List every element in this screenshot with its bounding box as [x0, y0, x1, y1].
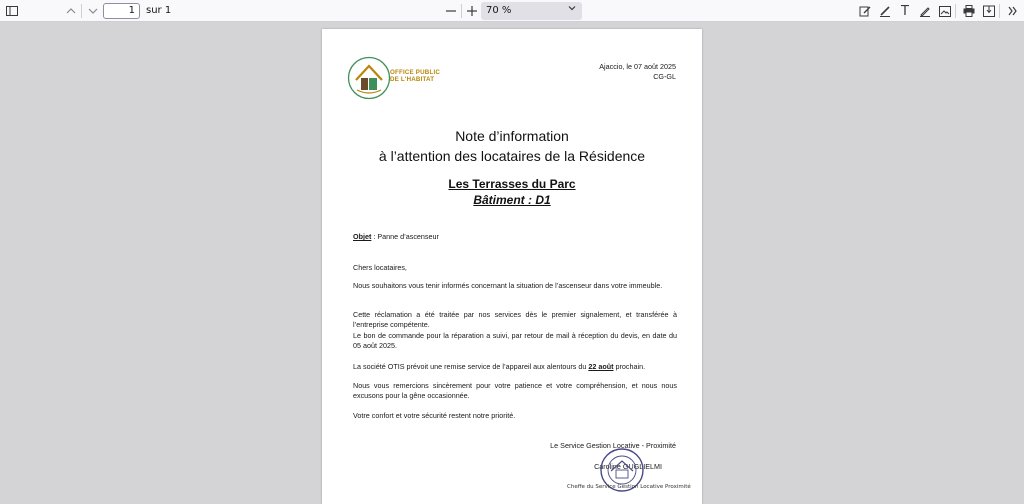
- toolbar-divider: [999, 4, 1000, 18]
- next-page-icon[interactable]: [85, 0, 101, 22]
- draw-icon[interactable]: [917, 0, 933, 22]
- paragraph-6: Votre confort et votre sécurité restent notre priorité.: [353, 411, 516, 420]
- paragraph-2: Cette réclamation a été traitée par nos services dès le premier signalement, et transférée à l’entreprise compétente.: [353, 310, 677, 330]
- page-title: Note d’information: [455, 128, 569, 144]
- logo-line-1: OFFICE PUBLIC: [390, 69, 441, 76]
- signature-service: Le Service Gestion Locative - Proximité: [550, 441, 676, 450]
- date-block: [599, 62, 676, 82]
- page-count-label: sur 1: [146, 5, 172, 16]
- building-name: Bâtiment : D1: [473, 193, 551, 207]
- signature-name: Caroline GUGLIELMI: [594, 462, 662, 471]
- paragraph-4-text: La société OTIS prévoit une remise service de l’appareil aux alentours du: [353, 362, 589, 371]
- residence-name: Les Terrasses du Parc: [448, 177, 576, 191]
- zoom-value: 70 %: [486, 5, 512, 16]
- signature-role: Cheffe du Service Gestion Locative Proximité: [567, 484, 691, 490]
- toolbar-divider: [461, 4, 462, 18]
- objet-line: [353, 232, 677, 242]
- objet-text: : Panne d’ascenseur: [371, 232, 439, 241]
- zoom-select[interactable]: [481, 2, 582, 20]
- paragraph-4-date: 22 août: [588, 362, 614, 371]
- more-tools-icon[interactable]: [1005, 0, 1021, 22]
- page-subtitle: à l’attention des locataires de la Résidence: [378, 148, 646, 164]
- save-icon[interactable]: [981, 0, 997, 22]
- paragraph-1: Nous souhaitons vous tenir informés concernant la situation de l’ascenseur dans votre immeuble.: [353, 281, 663, 290]
- toolbar-divider: [81, 4, 82, 18]
- paragraph-4-end: prochain.: [613, 362, 646, 371]
- zoom-out-icon[interactable]: [443, 0, 459, 22]
- logo-text: [390, 70, 440, 83]
- print-icon[interactable]: [961, 0, 977, 22]
- paragraph-3: Le bon de commande pour la réparation a suivi, par retour de mail à réception du devis, en date du 05 août 2025.: [353, 331, 677, 351]
- previous-page-icon[interactable]: [63, 0, 79, 22]
- pdf-toolbar: [0, 0, 1024, 22]
- highlight-icon[interactable]: [857, 0, 873, 22]
- highlight-pen-icon[interactable]: [877, 0, 893, 22]
- office-habitat-logo: [347, 56, 391, 100]
- objet-label: Objet: [353, 232, 372, 241]
- image-icon[interactable]: [937, 0, 953, 22]
- page-number-input[interactable]: 1: [103, 3, 140, 19]
- sidebar-icon[interactable]: [3, 0, 21, 22]
- document-reference: CG-GL: [653, 72, 676, 81]
- toolbar-divider: [955, 4, 956, 18]
- chevron-down-icon: [568, 4, 576, 15]
- text-icon[interactable]: T: [901, 3, 909, 19]
- paragraph-5: Nous vous remercions sincèrement pour votre patience et votre compréhension, et nous nous excusons pour la gêne occasionnée.: [353, 381, 677, 401]
- logo-line-2: DE L'HABITAT: [390, 75, 435, 83]
- pdf-page: [322, 29, 702, 504]
- greeting: Chers locataires,: [353, 263, 407, 272]
- paragraph-4: [353, 362, 677, 372]
- zoom-in-icon[interactable]: [464, 0, 480, 22]
- document-date: Ajaccio, le 07 août 2025: [599, 62, 676, 71]
